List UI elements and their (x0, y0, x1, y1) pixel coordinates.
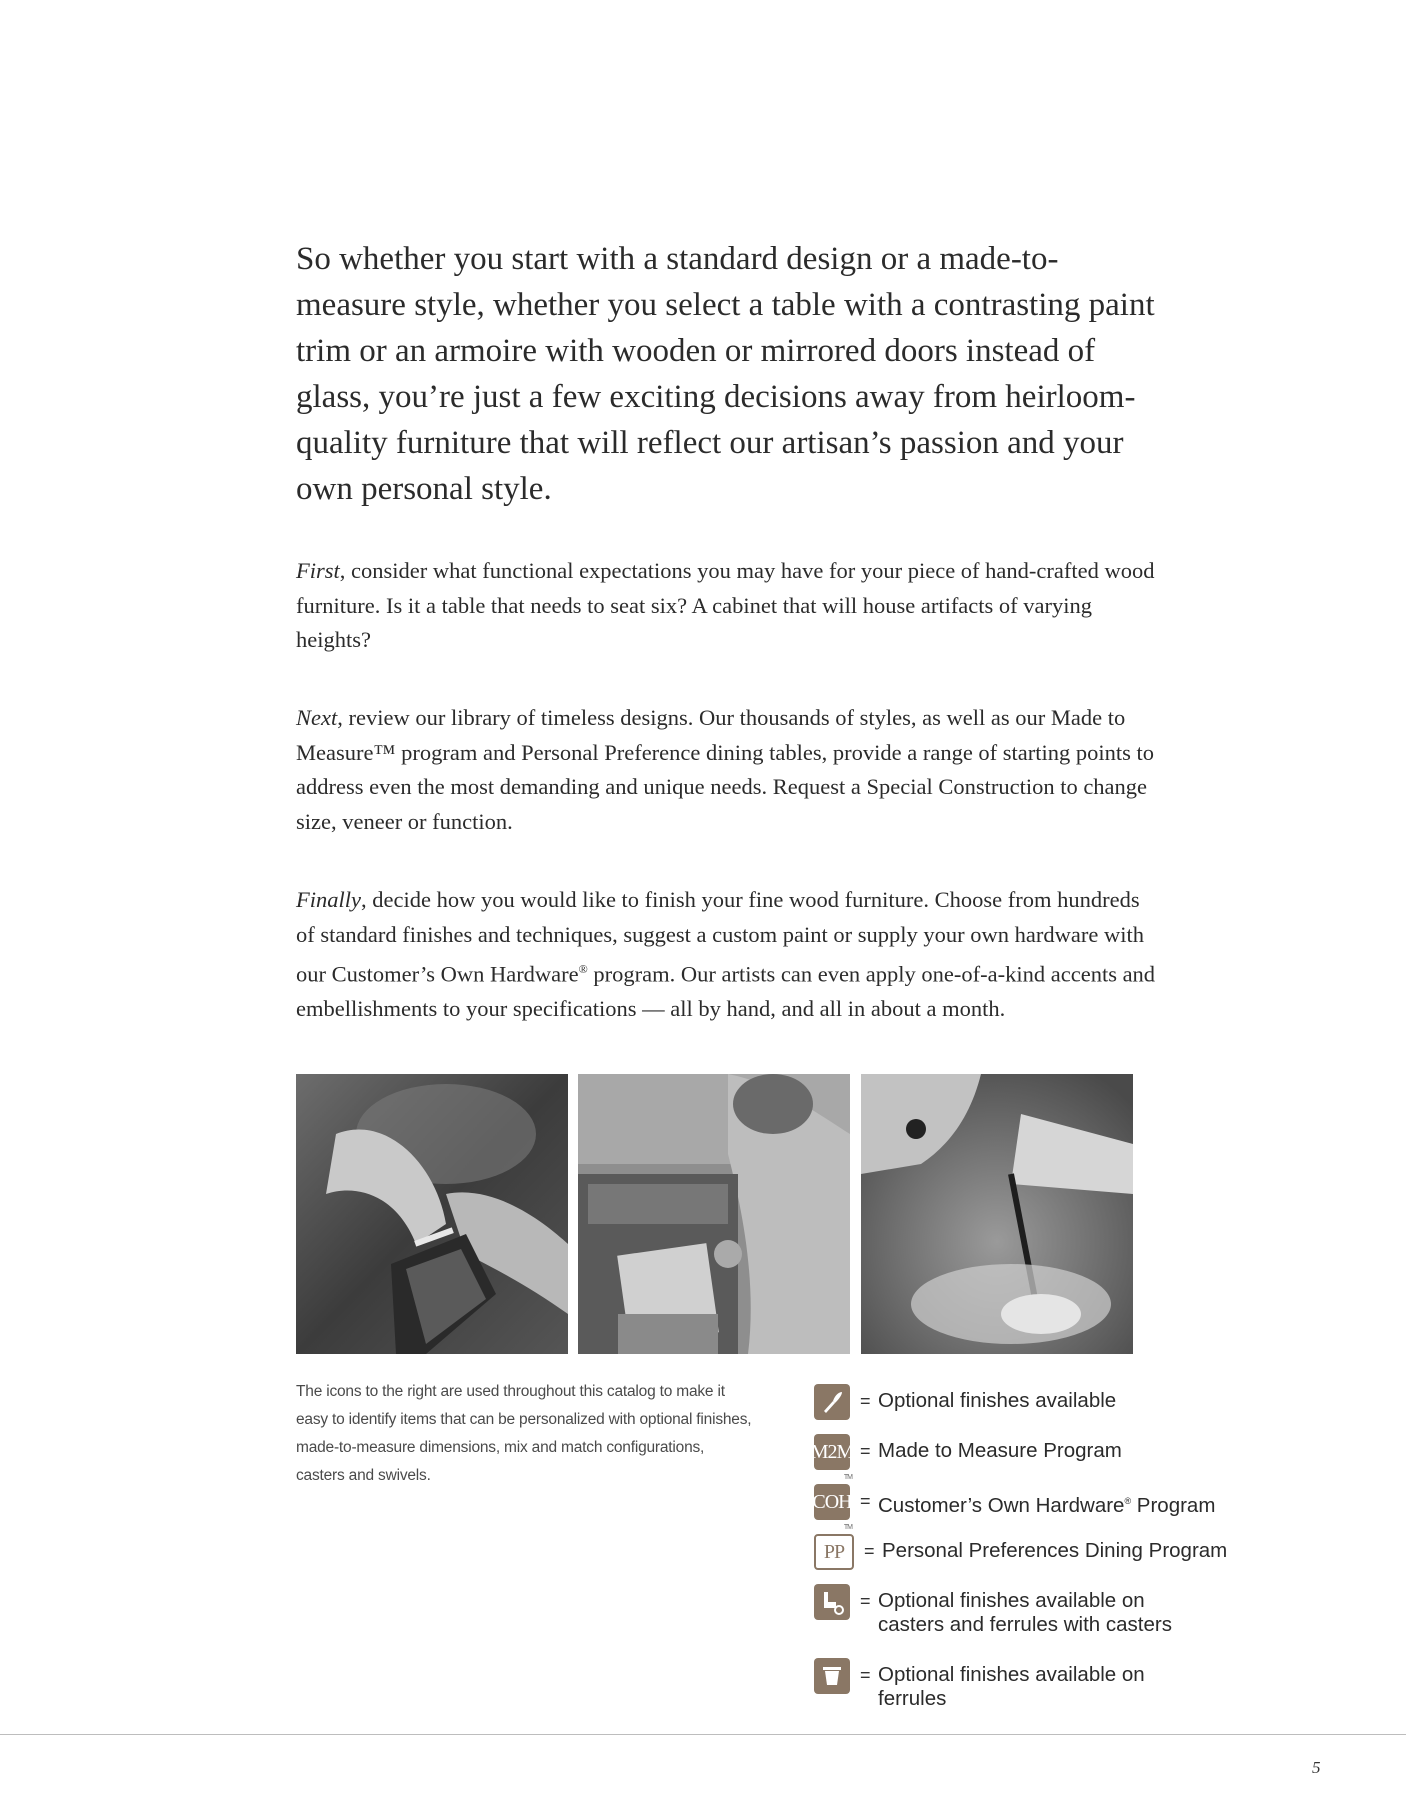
legend-coh-text (878, 1484, 1215, 1518)
legend-ferrules-text (878, 1658, 1145, 1711)
legend-equals: = (864, 1541, 875, 1561)
paragraph-first (296, 554, 1156, 658)
legend-made-to-measure-text: Made to Measure Program (878, 1439, 1122, 1462)
paragraph-finally (296, 883, 1156, 1027)
page-number: 5 (1312, 1758, 1321, 1777)
legend-personal-preferences-text: Personal Preferences Dining Program (882, 1539, 1228, 1562)
legend-equals: = (860, 1665, 871, 1685)
paragraph-finally-text-b: program. Our artists can even apply one-of-a-kind accents and embellishments to your specifications — all by hand, and all in about a month. (296, 961, 1156, 1021)
paragraph-next (296, 701, 1156, 839)
pp-icon (814, 1534, 854, 1570)
legend-optional-finishes-text: Optional finishes available (878, 1389, 1117, 1412)
legend-coh-text-a: Customer’s Own Hardware (878, 1493, 1125, 1517)
legend-ferrules-line2: ferrules (878, 1687, 947, 1710)
legend-row-optional-finishes (814, 1384, 1116, 1420)
paragraph-next-text: , review our library of timeless designs. Our thousands of styles, as well as our Made to Measure™ program and Personal Preference dining tables, provide a range of starting points to address even the most demanding and unique needs. Request a Special Construction to change size, veneer or function. (296, 705, 1155, 834)
legend-equals: = (860, 1591, 871, 1611)
legend-row-ferrules (814, 1658, 1145, 1711)
legend-ferrules-line1: Optional finishes available on (878, 1663, 1145, 1686)
legend-row-personal-preferences (814, 1534, 1227, 1570)
m2m-icon-text: M2M (810, 1440, 854, 1463)
legend-casters-text (878, 1584, 1172, 1637)
legend-equals: = (860, 1391, 871, 1411)
paragraph-finally-text-a: , decide how you would like to finish your fine wood furniture. Choose from hundreds of standard finishes and techniques, suggest a custom paint or supply your own hardware with our Customer’s Own Hardware (296, 887, 1144, 987)
paragraph-next-lead: Next (296, 705, 338, 730)
legend-coh-reg: ® (1124, 1496, 1132, 1506)
brush-icon (814, 1384, 850, 1420)
legend-row-customers-own-hardware (812, 1484, 1216, 1531)
caster-icon (814, 1584, 850, 1620)
coh-icon (812, 1484, 852, 1531)
coh-tm: TM (843, 1524, 852, 1531)
photo-hand-painting (861, 1074, 1133, 1354)
m2m-icon (810, 1434, 854, 1481)
legend-coh-text-b: Program (1131, 1493, 1216, 1517)
photo-hand-painting-image (861, 1074, 1133, 1354)
legend-equals: = (860, 1491, 871, 1511)
footer-rule (0, 1734, 1406, 1735)
m2m-tm: TM (843, 1474, 852, 1481)
photo-craftsman-cabinet (578, 1074, 850, 1354)
photo-hands-inlay-image (296, 1074, 568, 1354)
ferrule-icon (814, 1658, 850, 1694)
paragraph-first-lead: First (296, 558, 340, 583)
photo-hands-inlay (296, 1074, 568, 1354)
paragraph-first-text: , consider what functional expectations you may have for your piece of hand-crafted wood furniture. Is it a table that needs to seat six? A cabinet that will house artifacts of varying heights? (296, 558, 1155, 652)
legend-row-casters (814, 1584, 1172, 1637)
icon-legend-caption: The icons to the right are used throughout this catalog to make it easy to identify items that can be personalized with optional finishes, made-to-measure dimensions, mix and match configurations, casters and swivels. (296, 1383, 752, 1484)
registered-mark: ® (578, 962, 588, 976)
paragraph-finally-lead: Finally (296, 887, 361, 912)
photo-craftsman-cabinet-image (578, 1074, 850, 1354)
lead-paragraph: So whether you start with a standard design or a made-to-measure style, whether you select a table with a contrasting paint trim or an armoire with wooden or mirrored doors instead of glass, you’re just a few exciting decisions away from heirloom-quality furniture that will reflect our artisan’s passion and your own personal style. (296, 241, 1155, 507)
legend-casters-line1: Optional finishes available on (878, 1589, 1145, 1612)
legend-casters-line2: casters and ferrules with casters (878, 1613, 1172, 1636)
legend-row-made-to-measure (810, 1434, 1122, 1481)
legend-equals: = (860, 1441, 871, 1461)
coh-icon-text: COH (812, 1490, 852, 1513)
pp-icon-text: PP (823, 1540, 845, 1563)
